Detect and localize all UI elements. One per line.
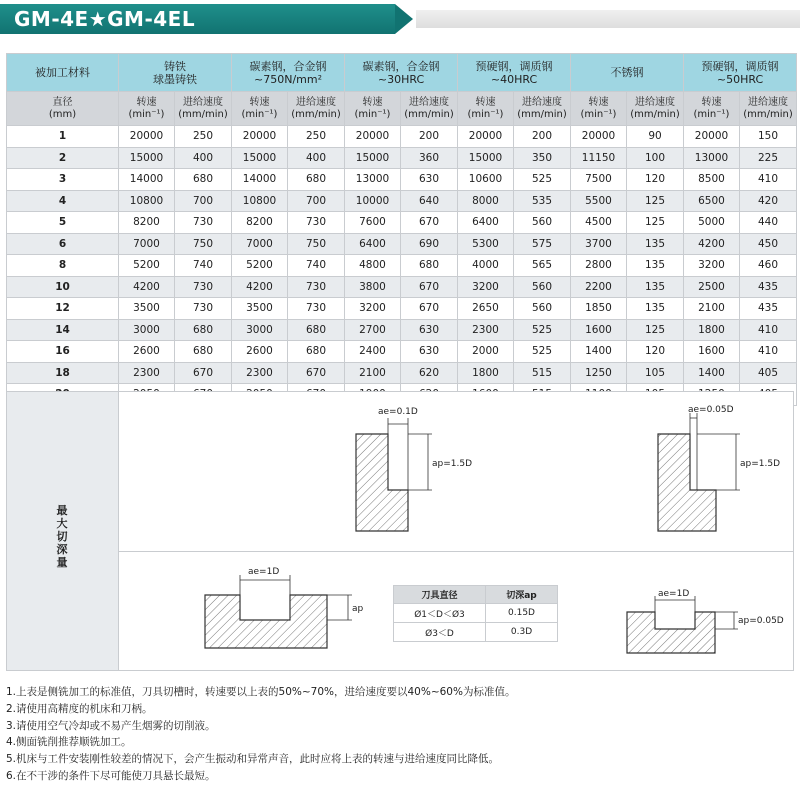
- speed-cell: 20000: [458, 126, 514, 148]
- feed-cell: 680: [401, 255, 458, 277]
- speed-cell: 2650: [458, 298, 514, 320]
- speed-cell: 3500: [119, 298, 175, 320]
- speed-cell: 5000: [684, 212, 740, 234]
- speed-cell: 1800: [684, 319, 740, 341]
- feed-header: 进给速度 (mm/min): [288, 92, 345, 126]
- speed-cell: 4000: [458, 255, 514, 277]
- speed-cell: 8200: [119, 212, 175, 234]
- speed-cell: 3200: [458, 276, 514, 298]
- depth-table: [393, 585, 558, 642]
- note-line: 6.在不干涉的条件下尽可能使刀具悬长最短。: [6, 769, 216, 782]
- speed-cell: 8500: [684, 169, 740, 191]
- slot-milling-diagram-1: [205, 567, 364, 648]
- diameter-cell: 16: [7, 341, 119, 363]
- feed-cell: 730: [288, 212, 345, 234]
- feed-cell: 680: [288, 341, 345, 363]
- feed-cell: 680: [288, 169, 345, 191]
- ae-label-4: ae=1D: [658, 589, 690, 599]
- feed-cell: 410: [740, 169, 797, 191]
- note-line: 4.侧面铣削推荐顺铣加工。: [6, 736, 132, 749]
- diameter-cell: 12: [7, 298, 119, 320]
- feed-cell: 225: [740, 147, 797, 169]
- speed-cell: 2700: [345, 319, 401, 341]
- feed-cell: 360: [401, 147, 458, 169]
- workpiece-shape-2: [658, 434, 716, 531]
- speed-cell: 1850: [571, 298, 627, 320]
- speed-cell: 14000: [119, 169, 175, 191]
- diameter-cell: 8: [7, 255, 119, 277]
- speed-cell: 20000: [684, 126, 740, 148]
- speed-cell: 4200: [684, 233, 740, 255]
- depth-table-depth: 0.3D: [486, 623, 558, 642]
- feed-cell: 250: [175, 126, 232, 148]
- feed-cell: 525: [514, 341, 571, 363]
- material-header: 预硬钢，调质钢 ~40HRC: [458, 54, 571, 92]
- feed-cell: 250: [288, 126, 345, 148]
- feed-cell: 680: [175, 341, 232, 363]
- ap-label-3: ap: [352, 604, 364, 614]
- speed-cell: 15000: [232, 147, 288, 169]
- feed-header: 进给速度 (mm/min): [401, 92, 458, 126]
- speed-cell: 5200: [232, 255, 288, 277]
- feed-cell: 680: [175, 169, 232, 191]
- speed-cell: 3200: [684, 255, 740, 277]
- speed-cell: 4200: [232, 276, 288, 298]
- feed-cell: 535: [514, 190, 571, 212]
- feed-cell: 750: [175, 233, 232, 255]
- speed-cell: 6400: [458, 212, 514, 234]
- feed-cell: 120: [627, 341, 684, 363]
- feed-header: 进给速度 (mm/min): [740, 92, 797, 126]
- speed-cell: 2600: [232, 341, 288, 363]
- speed-cell: 20000: [119, 126, 175, 148]
- diameter-cell: 3: [7, 169, 119, 191]
- workpiece-shape-3: [205, 595, 327, 648]
- feed-cell: 560: [514, 298, 571, 320]
- speed-cell: 3800: [345, 276, 401, 298]
- speed-cell: 4800: [345, 255, 401, 277]
- note-line: 3.请使用空气冷却或不易产生烟雾的切削液。: [6, 719, 216, 732]
- feed-cell: 750: [288, 233, 345, 255]
- speed-cell: 3200: [345, 298, 401, 320]
- speed-cell: 2300: [458, 319, 514, 341]
- speed-cell: 7000: [232, 233, 288, 255]
- speed-header: 转速 (min⁻¹): [458, 92, 514, 126]
- material-header: 不锈钢: [571, 54, 684, 92]
- material-label: 被加工材料: [7, 54, 119, 92]
- speed-cell: 15000: [345, 147, 401, 169]
- notes: [6, 684, 794, 785]
- feed-cell: 680: [175, 319, 232, 341]
- feed-cell: 440: [740, 212, 797, 234]
- speed-cell: 10800: [119, 190, 175, 212]
- speed-cell: 2000: [458, 341, 514, 363]
- feed-header: 进给速度 (mm/min): [627, 92, 684, 126]
- feed-cell: 350: [514, 147, 571, 169]
- speed-header: 转速 (min⁻¹): [345, 92, 401, 126]
- feed-cell: 90: [627, 126, 684, 148]
- feed-cell: 565: [514, 255, 571, 277]
- speed-cell: 15000: [119, 147, 175, 169]
- feed-cell: 560: [514, 276, 571, 298]
- max-depth-label: 最大切深量: [56, 504, 68, 569]
- speed-header: 转速 (min⁻¹): [232, 92, 288, 126]
- speed-cell: 11150: [571, 147, 627, 169]
- feed-cell: 670: [175, 362, 232, 384]
- material-header: 碳素钢，合金钢 ~750N/mm²: [232, 54, 345, 92]
- speed-cell: 7500: [571, 169, 627, 191]
- speed-cell: 1600: [684, 341, 740, 363]
- feed-cell: 700: [175, 190, 232, 212]
- speed-header: 转速 (min⁻¹): [684, 92, 740, 126]
- speed-cell: 2100: [345, 362, 401, 384]
- feed-cell: 135: [627, 233, 684, 255]
- speed-cell: 13000: [345, 169, 401, 191]
- feed-cell: 435: [740, 298, 797, 320]
- feed-cell: 200: [401, 126, 458, 148]
- feed-cell: 730: [175, 298, 232, 320]
- feed-cell: 670: [401, 212, 458, 234]
- depth-table-dia: Ø3＜D: [394, 623, 486, 642]
- speed-cell: 2200: [571, 276, 627, 298]
- feed-cell: 640: [401, 190, 458, 212]
- diameter-cell: 4: [7, 190, 119, 212]
- speed-cell: 10600: [458, 169, 514, 191]
- feed-cell: 630: [401, 169, 458, 191]
- feed-cell: 135: [627, 298, 684, 320]
- speed-cell: 7600: [345, 212, 401, 234]
- speed-cell: 5200: [119, 255, 175, 277]
- feed-cell: 400: [175, 147, 232, 169]
- feed-cell: 200: [514, 126, 571, 148]
- diameter-cell: 10: [7, 276, 119, 298]
- feed-cell: 690: [401, 233, 458, 255]
- depth-table-row: [394, 604, 558, 623]
- feed-cell: 135: [627, 255, 684, 277]
- ae-label-2: ae=0.05D: [688, 405, 734, 415]
- feed-cell: 575: [514, 233, 571, 255]
- feed-cell: 120: [627, 169, 684, 191]
- feed-cell: 670: [288, 362, 345, 384]
- depth-table-dia-header: 刀具直径: [394, 586, 486, 604]
- diameter-cell: 2: [7, 147, 119, 169]
- speed-cell: 8000: [458, 190, 514, 212]
- feed-cell: 670: [401, 298, 458, 320]
- feed-header: 进给速度 (mm/min): [175, 92, 232, 126]
- speed-cell: 6400: [345, 233, 401, 255]
- speed-cell: 1400: [571, 341, 627, 363]
- speed-cell: 1600: [571, 319, 627, 341]
- speed-header: 转速 (min⁻¹): [119, 92, 175, 126]
- feed-cell: 525: [514, 169, 571, 191]
- depth-table-dia: Ø1＜D＜Ø3: [394, 604, 486, 623]
- speed-cell: 15000: [458, 147, 514, 169]
- feed-cell: 700: [288, 190, 345, 212]
- feed-cell: 630: [401, 319, 458, 341]
- speed-cell: 20000: [232, 126, 288, 148]
- speed-cell: 10000: [345, 190, 401, 212]
- ap-label-2: ap=1.5D: [740, 459, 781, 469]
- diameter-header: 直径 (mm): [7, 92, 119, 126]
- speed-cell: 1250: [571, 362, 627, 384]
- feed-cell: 125: [627, 212, 684, 234]
- feed-cell: 460: [740, 255, 797, 277]
- feed-cell: 150: [740, 126, 797, 148]
- note-line: 5.机床与工件安装刚性较差的情况下，会产生振动和异常声音，此时应将上表的转速与进给速度同比降低。: [6, 753, 500, 766]
- side-milling-diagram-1: [356, 407, 472, 531]
- speed-cell: 2100: [684, 298, 740, 320]
- feed-cell: 730: [175, 212, 232, 234]
- speed-cell: 10800: [232, 190, 288, 212]
- note-line: 1.上表是侧铣加工的标准值，刀具切槽时，转速要以上表的50%~70%，进给速度要以40%~60%为标准值。: [6, 686, 516, 698]
- diameter-cell: 1: [7, 126, 119, 148]
- feed-cell: 730: [288, 298, 345, 320]
- speed-cell: 5500: [571, 190, 627, 212]
- feed-cell: 450: [740, 233, 797, 255]
- speed-cell: 20000: [571, 126, 627, 148]
- material-header: 碳素钢，合金钢 ~30HRC: [345, 54, 458, 92]
- side-milling-diagram-2: [658, 405, 780, 531]
- feed-cell: 400: [288, 147, 345, 169]
- speed-cell: 20000: [345, 126, 401, 148]
- feed-cell: 410: [740, 319, 797, 341]
- speed-cell: 8200: [232, 212, 288, 234]
- speed-cell: 13000: [684, 147, 740, 169]
- speed-cell: 3000: [119, 319, 175, 341]
- feed-cell: 740: [175, 255, 232, 277]
- ap-label-1: ap=1.5D: [432, 459, 473, 469]
- speed-cell: 14000: [232, 169, 288, 191]
- speed-header: 转速 (min⁻¹): [571, 92, 627, 126]
- feed-cell: 525: [514, 319, 571, 341]
- ae-label-1: ae=0.1D: [378, 407, 418, 417]
- diameter-cell: 18: [7, 362, 119, 384]
- feed-cell: 560: [514, 212, 571, 234]
- diameter-cell: 5: [7, 212, 119, 234]
- feed-cell: 730: [288, 276, 345, 298]
- feed-cell: 100: [627, 147, 684, 169]
- speed-cell: 2400: [345, 341, 401, 363]
- speed-cell: 2600: [119, 341, 175, 363]
- feed-cell: 135: [627, 276, 684, 298]
- diameter-cell: 14: [7, 319, 119, 341]
- diameter-cell: 6: [7, 233, 119, 255]
- note-line: 2.请使用高精度的机床和刀柄。: [6, 702, 153, 715]
- feed-cell: 670: [401, 276, 458, 298]
- material-header: 预硬钢，调质钢 ~50HRC: [684, 54, 797, 92]
- speed-cell: 7000: [119, 233, 175, 255]
- feed-cell: 630: [401, 341, 458, 363]
- depth-table-row: [394, 623, 558, 642]
- feed-cell: 620: [401, 362, 458, 384]
- speed-cell: 5300: [458, 233, 514, 255]
- feed-cell: 420: [740, 190, 797, 212]
- speed-cell: 2300: [119, 362, 175, 384]
- depth-table-depth-header: 切深ap: [486, 586, 558, 604]
- speed-cell: 4500: [571, 212, 627, 234]
- feed-cell: 125: [627, 319, 684, 341]
- feed-cell: 515: [514, 362, 571, 384]
- speed-cell: 3000: [232, 319, 288, 341]
- feed-cell: 730: [175, 276, 232, 298]
- speed-cell: 4200: [119, 276, 175, 298]
- workpiece-shape-1: [356, 434, 408, 531]
- feed-cell: 125: [627, 190, 684, 212]
- speed-cell: 2500: [684, 276, 740, 298]
- speed-cell: 1800: [458, 362, 514, 384]
- speed-cell: 3500: [232, 298, 288, 320]
- feed-cell: 435: [740, 276, 797, 298]
- feed-cell: 405: [740, 362, 797, 384]
- speed-cell: 3700: [571, 233, 627, 255]
- feed-cell: 410: [740, 341, 797, 363]
- material-header: 铸铁 球墨铸铁: [119, 54, 232, 92]
- slot-milling-diagram-2: [627, 589, 784, 653]
- speed-cell: 1400: [684, 362, 740, 384]
- speed-cell: 2800: [571, 255, 627, 277]
- feed-cell: 105: [627, 362, 684, 384]
- speed-cell: 6500: [684, 190, 740, 212]
- speed-cell: 2300: [232, 362, 288, 384]
- feed-header: 进给速度 (mm/min): [514, 92, 571, 126]
- feed-cell: 740: [288, 255, 345, 277]
- ae-label-3: ae=1D: [248, 567, 280, 577]
- feed-cell: 680: [288, 319, 345, 341]
- workpiece-shape-4: [627, 612, 715, 653]
- page-title: GM-4E★GM-4EL: [14, 7, 196, 31]
- depth-table-depth: 0.15D: [486, 604, 558, 623]
- ap-label-4: ap=0.05D: [738, 616, 784, 626]
